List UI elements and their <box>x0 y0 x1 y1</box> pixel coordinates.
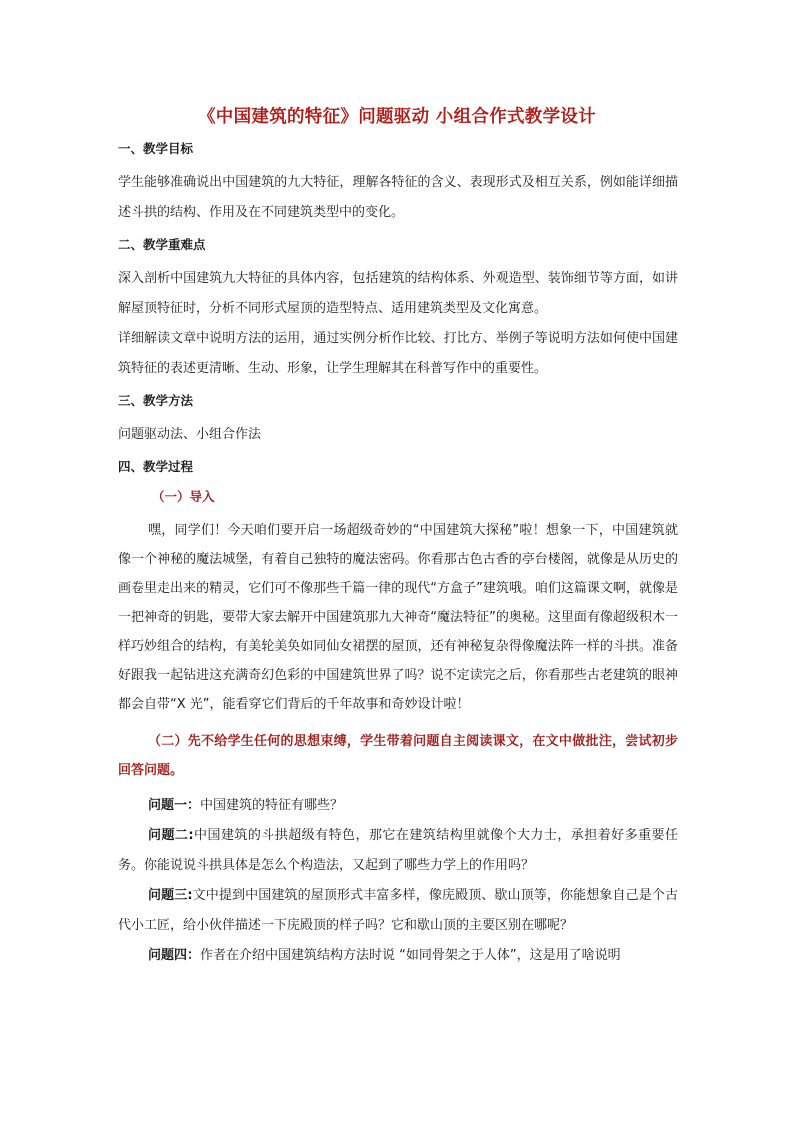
question-3-text: 文中提到中国建筑的屋顶形式丰富多样，像庑殿顶、歇山顶等，你能想象自己是个古代小工匠，给小伙伴描述一下庑殿顶的样子吗？它和歇山顶的主要区别在哪呢？ <box>118 888 678 933</box>
document-title: 《中国建筑的特征》问题驱动 小组合作式教学设计 <box>198 107 596 127</box>
para-methods: 问题驱动法、小组合作法 <box>118 427 262 442</box>
question-3 <box>118 881 678 941</box>
question-2-label: 问题二: <box>148 828 194 843</box>
para-keypoints-1: 深入剖析中国建筑九大特征的具体内容，包括建筑的结构体系、外观造型、装饰细节等方面，如讲解屋顶特征时，分析不同形式屋顶的造型特点、适用建筑类型及文化寓意。 <box>118 271 678 316</box>
heading-keypoints: 二、教学重难点 <box>118 237 206 252</box>
para-intro: 嘿，同学们！今天咱们要开启一场超级奇妙的“中国建筑大探秘”啦！想象一下，中国建筑就像一个神秘的魔法城堡，有着自己独特的魔法密码。你看那古色古香的亭台楼阁，就像是从历史的画卷里走出来的精灵，它们可不像那些千篇一律的现代“方盒子”建筑哦。咱们这篇课文啊，就像是一把神奇的钥匙，要带大家去解开中国建筑那九大神奇“魔法特征”的奥秘。这里面有像超级积木一样巧妙组合的结构，有美轮美奂如同仙女裙摆的屋顶，还有神秘复杂得像魔法阵一样的斗拱。准备好跟我一起钻进这充满奇幻色彩的中国建筑世界了吗？说不定读完之后，你看那些古老建筑的眼神都会自带“X 光”，能看穿它们背后的千年故事和奇妙设计啦！ <box>118 523 678 712</box>
para-keypoints-2: 详细解读文章中说明方法的运用，通过实例分析作比较、打比方、举例子等说明方法如何使中国建筑特征的表述更清晰、生动、形象，让学生理解其在科普写作中的重要性。 <box>118 331 678 376</box>
question-3-label: 问题三: <box>148 888 193 903</box>
heading-process: 四、教学过程 <box>118 459 194 474</box>
para-step2: （二）先不给学生任何的思想束缚，学生带着问题自主阅读课文，在文中做批注，尝试初步回答问题。 <box>118 734 678 778</box>
subheading-intro: （一）导入 <box>152 489 215 504</box>
heading-goals: 一、教学目标 <box>118 141 194 156</box>
question-1-label: 问题一： <box>148 798 201 813</box>
question-4-label: 问题四： <box>148 948 201 963</box>
question-1-text: 中国建筑的特征有哪些？ <box>200 798 344 813</box>
question-2-text: 中国建筑的斗拱超级有特色，那它在建筑结构里就像个大力士，承担着好多重要任务。你能说说斗拱具体是怎么个构造法，又起到了哪些力学上的作用吗？ <box>118 828 678 873</box>
document-body <box>118 138 678 971</box>
para-goals: 学生能够准确说出中国建筑的九大特征，理解各特征的含义、表现形式及相互关系，例如能详细描述斗拱的结构、作用及在不同建筑类型中的变化。 <box>118 175 678 220</box>
question-2 <box>118 821 678 881</box>
question-1 <box>118 791 678 821</box>
question-4-text: 作者在介绍中国建筑结构方法时说 “如同骨架之于人体”，这是用了啥说明 <box>200 948 621 963</box>
heading-methods: 三、教学方法 <box>118 393 194 408</box>
question-4 <box>118 941 678 971</box>
